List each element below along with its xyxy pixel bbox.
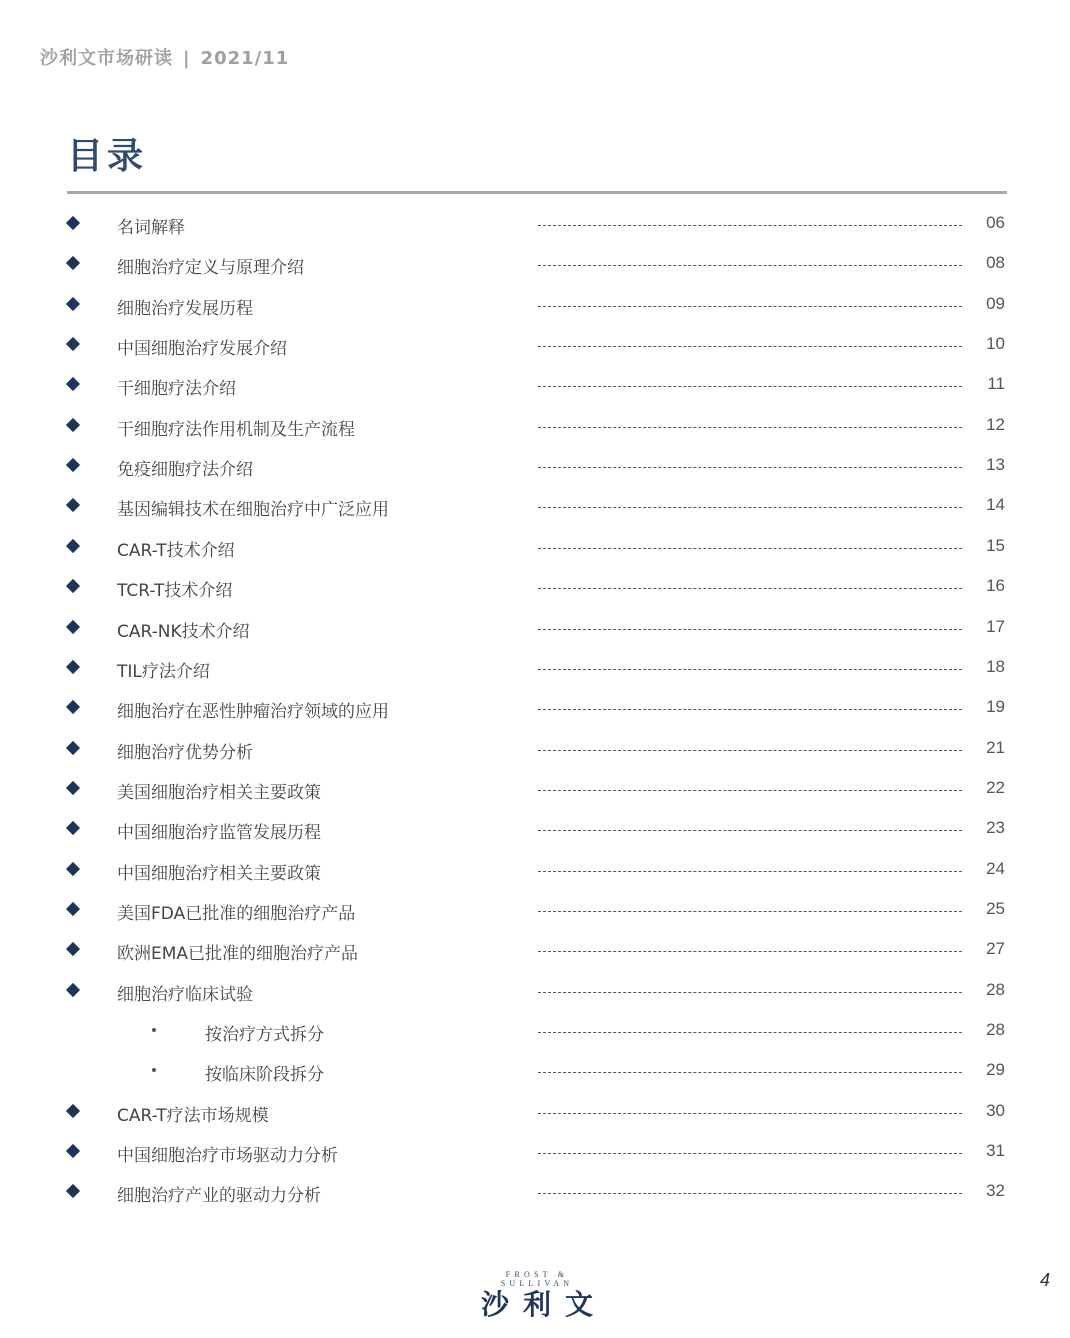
- diamond-bullet-icon: [66, 498, 80, 512]
- toc-entry-page: 30: [986, 1100, 1005, 1120]
- toc-entry-page: 25: [986, 898, 1005, 918]
- dotted-leader: [538, 871, 962, 872]
- toc-entry-page: 22: [986, 777, 1005, 797]
- toc-entry[interactable]: [0, 326, 1070, 366]
- dotted-leader: [538, 951, 962, 952]
- toc-entry-label: 干细胞疗法介绍: [117, 379, 236, 400]
- dotted-leader: [538, 790, 962, 791]
- toc-entry-label: CAR-T技术介绍: [117, 540, 235, 561]
- toc-entry-label: 中国细胞治疗监管发展历程: [117, 823, 321, 844]
- page-number: 4: [1040, 1270, 1051, 1290]
- toc-entry[interactable]: [0, 407, 1070, 447]
- toc-entry-label: 细胞治疗优势分析: [117, 742, 253, 763]
- diamond-bullet-icon: [66, 1184, 80, 1198]
- title-divider: [67, 191, 1007, 194]
- toc-entry[interactable]: [0, 972, 1070, 1012]
- toc-entry[interactable]: [0, 609, 1070, 649]
- diamond-bullet-icon: [66, 862, 80, 876]
- toc-entry-page: 13: [986, 455, 1005, 475]
- toc-entry-label: 细胞治疗定义与原理介绍: [117, 258, 304, 279]
- diamond-bullet-icon: [66, 740, 80, 754]
- toc-entry[interactable]: [0, 366, 1070, 406]
- diamond-bullet-icon: [66, 902, 80, 916]
- toc-entry-label: 按临床阶段拆分: [205, 1065, 324, 1086]
- diamond-bullet-icon: [66, 256, 80, 270]
- dotted-leader: [538, 427, 962, 428]
- toc-entry-page: 32: [986, 1181, 1005, 1201]
- dotted-leader: [538, 992, 962, 993]
- toc-entry-page: 28: [986, 979, 1005, 999]
- diamond-bullet-icon: [66, 377, 80, 391]
- toc-entry[interactable]: [0, 891, 1070, 931]
- dotted-leader: [538, 830, 962, 831]
- toc-entry[interactable]: [0, 730, 1070, 770]
- diamond-bullet-icon: [66, 418, 80, 432]
- toc-entry[interactable]: [0, 1173, 1070, 1213]
- diamond-bullet-icon: [66, 458, 80, 472]
- dotted-leader: [538, 629, 962, 630]
- diamond-bullet-icon: [66, 539, 80, 553]
- toc-entry[interactable]: [0, 931, 1070, 971]
- diamond-bullet-icon: [66, 942, 80, 956]
- toc-entry-label: 欧洲EMA已批准的细胞治疗产品: [117, 944, 359, 965]
- toc-entry[interactable]: [0, 245, 1070, 285]
- dotted-leader: [538, 225, 962, 226]
- diamond-bullet-icon: [66, 579, 80, 593]
- diamond-bullet-icon: [66, 216, 80, 230]
- toc-entry-page: 10: [986, 334, 1005, 354]
- toc-entry-page: 27: [986, 939, 1005, 959]
- header-separator: |: [183, 48, 191, 69]
- toc-entry-label: 美国FDA已批准的细胞治疗产品: [117, 903, 356, 924]
- toc-entry-label: 干细胞疗法作用机制及生产流程: [117, 419, 355, 440]
- toc-entry-label: TIL疗法介绍: [117, 661, 210, 682]
- frost-sullivan-logo: [467, 1270, 607, 1322]
- diamond-bullet-icon: [66, 337, 80, 351]
- diamond-bullet-icon: [66, 619, 80, 633]
- toc-entry-page: 31: [986, 1141, 1005, 1161]
- diamond-bullet-icon: [66, 297, 80, 311]
- dotted-leader: [538, 467, 962, 468]
- toc-entry[interactable]: [0, 770, 1070, 810]
- toc-entry[interactable]: [0, 286, 1070, 326]
- toc-entry-page: 16: [986, 576, 1005, 596]
- dotted-leader: [538, 1032, 962, 1033]
- page-title: 目录: [67, 136, 148, 177]
- toc-entry-label: CAR-NK技术介绍: [117, 621, 250, 642]
- toc-entry-label: TCR-T技术介绍: [117, 581, 233, 602]
- dotted-leader: [538, 1153, 962, 1154]
- sub-bullet-icon: [152, 1068, 156, 1072]
- header-brand: 沙利文市场研读: [40, 48, 173, 69]
- toc-entry-page: 19: [986, 697, 1005, 717]
- toc-entry[interactable]: [0, 447, 1070, 487]
- dotted-leader: [538, 346, 962, 347]
- toc-entry-page: 08: [986, 253, 1005, 273]
- header-date: 2021/11: [200, 48, 290, 69]
- toc-entry[interactable]: [0, 528, 1070, 568]
- toc-entry[interactable]: [0, 810, 1070, 850]
- toc-entry-page: 18: [986, 656, 1005, 676]
- diamond-bullet-icon: [66, 660, 80, 674]
- toc-entry[interactable]: [0, 487, 1070, 527]
- toc-entry[interactable]: [0, 649, 1070, 689]
- dotted-leader: [538, 306, 962, 307]
- toc-entry[interactable]: [0, 205, 1070, 245]
- dotted-leader: [538, 709, 962, 710]
- toc-entry-label: 中国细胞治疗市场驱动力分析: [117, 1146, 338, 1167]
- toc-entry-page: 06: [986, 213, 1005, 232]
- toc-entry-label: 细胞治疗在恶性肿瘤治疗领域的应用: [117, 702, 389, 723]
- dotted-leader: [538, 386, 962, 387]
- logo-english-text: FROST & SULLIVAN: [500, 1270, 574, 1288]
- toc-entry[interactable]: [0, 851, 1070, 891]
- diamond-bullet-icon: [66, 781, 80, 795]
- toc-entry-label: 美国细胞治疗相关主要政策: [117, 782, 321, 803]
- logo-chinese-text: 沙利文: [481, 1288, 608, 1321]
- dotted-leader: [538, 588, 962, 589]
- toc-entry[interactable]: [0, 689, 1070, 729]
- toc-entry-label: 中国细胞治疗相关主要政策: [117, 863, 321, 884]
- toc-entry-page: 11: [987, 374, 1005, 394]
- toc-entry-page: 29: [986, 1060, 1005, 1080]
- dotted-leader: [538, 548, 962, 549]
- toc-entry-label: 细胞治疗临床试验: [117, 984, 253, 1005]
- toc-entry[interactable]: [0, 1133, 1070, 1173]
- toc-entry-label: 基因编辑技术在细胞治疗中广泛应用: [117, 500, 389, 521]
- toc-entry-label: 免疫细胞疗法介绍: [117, 460, 253, 481]
- toc-entry-page: 23: [986, 818, 1005, 838]
- toc-entry[interactable]: [0, 568, 1070, 608]
- dotted-leader: [538, 1193, 962, 1194]
- diamond-bullet-icon: [66, 821, 80, 835]
- toc-entry-label: CAR-T疗法市场规模: [117, 1105, 269, 1126]
- document-header: [40, 44, 289, 70]
- toc-entry-label: 细胞治疗产业的驱动力分析: [117, 1186, 321, 1207]
- toc-entry-page: 28: [986, 1020, 1005, 1039]
- toc-entry-page: 09: [986, 293, 1005, 313]
- toc-entry[interactable]: [0, 1012, 1070, 1052]
- toc-entry-page: 15: [986, 535, 1005, 555]
- toc-entry-page: 14: [986, 495, 1005, 515]
- dotted-leader: [538, 1072, 962, 1073]
- dotted-leader: [538, 265, 962, 266]
- dotted-leader: [538, 507, 962, 508]
- dotted-leader: [538, 911, 962, 912]
- diamond-bullet-icon: [66, 1104, 80, 1118]
- toc-entry[interactable]: [0, 1093, 1070, 1133]
- toc-entry-label: 中国细胞治疗发展介绍: [117, 339, 287, 360]
- toc-entry-label: 名词解释: [117, 218, 185, 238]
- diamond-bullet-icon: [66, 700, 80, 714]
- diamond-bullet-icon: [66, 1144, 80, 1158]
- dotted-leader: [538, 669, 962, 670]
- dotted-leader: [538, 750, 962, 751]
- toc-entry-label: 按治疗方式拆分: [205, 1025, 324, 1045]
- diamond-bullet-icon: [66, 983, 80, 997]
- dotted-leader: [538, 1113, 962, 1114]
- toc-entry-label: 细胞治疗发展历程: [117, 298, 253, 319]
- toc-entry-page: 12: [986, 414, 1005, 434]
- toc-entry-page: 17: [986, 616, 1005, 636]
- toc-entry-page: 24: [986, 858, 1005, 878]
- toc-entry[interactable]: [0, 1052, 1070, 1092]
- toc-entry-page: 21: [986, 737, 1005, 757]
- sub-bullet-icon: [152, 1028, 156, 1032]
